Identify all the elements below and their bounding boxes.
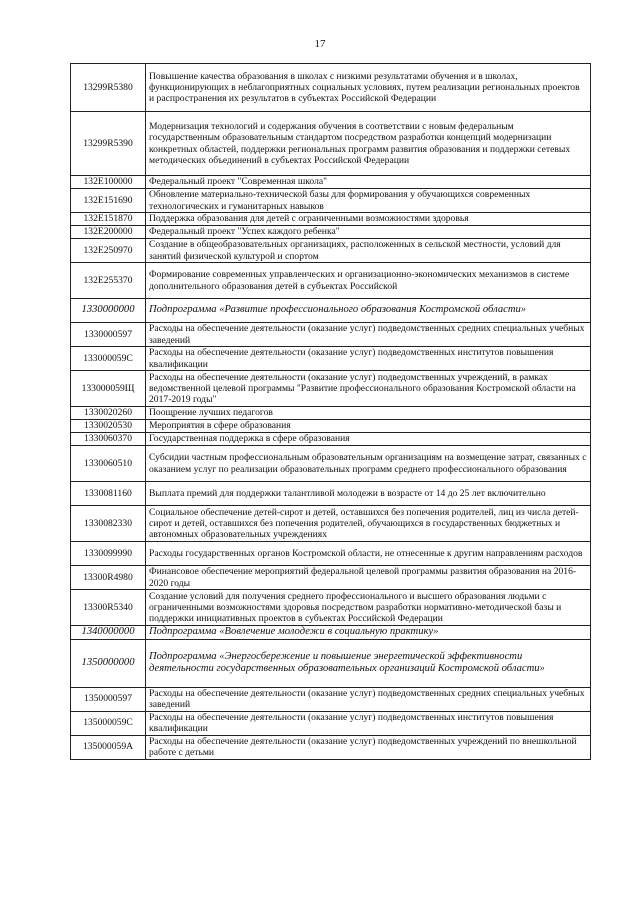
table-row	[71, 542, 591, 566]
code-cell: 13299R5390	[71, 112, 146, 176]
description-cell: Поощрение лучших педагогов	[146, 407, 591, 420]
table-row	[71, 735, 591, 759]
table-row	[71, 433, 591, 446]
description-cell: Создание условий для получения среднего профессионального и высшего образования людьми с ограниченными возможностями здоровья посредством разработки нормативно-методической базы и поддержки инициативных проектов в субъектах Российской Федерации	[146, 590, 591, 626]
table-row	[71, 506, 591, 542]
table-row	[71, 189, 591, 213]
description-cell: Расходы на обеспечение деятельности (оказание услуг) подведомственных институтов повышения квалификации	[146, 347, 591, 371]
table-row	[71, 711, 591, 735]
description-cell: Субсидии частным профессиональным образовательным организациям на возмещение затрат, связанных с оказанием услуг по реализации образовательных программ среднего профессионального образования	[146, 446, 591, 482]
description-cell: Создание в общеобразовательных организациях, расположенных в сельской местности, условий для занятий физической культурой и спортом	[146, 239, 591, 263]
description-cell: Расходы на обеспечение деятельности (оказание услуг) подведомственных учреждений по внешкольной работе с детьми	[146, 735, 591, 759]
description-cell: Подпрограмма «Энергосбережение и повышение энергетической эффективности деятельности государственных образовательных организаций Костромской области»	[146, 639, 591, 687]
table-row	[71, 323, 591, 347]
description-cell: Расходы на обеспечение деятельности (оказание услуг) подведомственных средних специальных учебных заведений	[146, 323, 591, 347]
code-cell: 1330060510	[71, 446, 146, 482]
description-cell: Финансовое обеспечение мероприятий федеральной целевой программы развития образования на 2016-2020 годы	[146, 566, 591, 590]
code-cell: 133000059Щ	[71, 371, 146, 407]
code-cell: 132E100000	[71, 176, 146, 189]
description-cell: Повышение качества образования в школах с низкими результатами обучения и в школах, функционирующих в неблагоприятных социальных условиях, путем реализации региональных проектов и распространения их результатов в субъектах Российской Федерации	[146, 64, 591, 112]
code-cell: 13299R5380	[71, 64, 146, 112]
subprogram-row	[71, 299, 591, 323]
description-cell: Федеральный проект "Успех каждого ребенка"	[146, 226, 591, 239]
code-cell: 1330099990	[71, 542, 146, 566]
code-cell: 13300R4980	[71, 566, 146, 590]
code-cell: 132E250970	[71, 239, 146, 263]
code-cell: 1330082330	[71, 506, 146, 542]
description-cell: Расходы государственных органов Костромской области, не отнесенные к другим направлениям расходов	[146, 542, 591, 566]
description-cell: Расходы на обеспечение деятельности (оказание услуг) подведомственных учреждений, в рамках ведомственной целевой программы "Развитие профессионального образования Костромской области на 2017-2019 годы"	[146, 371, 591, 407]
description-cell: Государственная поддержка в сфере образования	[146, 433, 591, 446]
table-row	[71, 482, 591, 506]
description-cell: Расходы на обеспечение деятельности (оказание услуг) подведомственных институтов повышения квалификации	[146, 711, 591, 735]
description-cell: Формирование современных управленческих и организационно-экономических механизмов в системе дополнительного образования детей в субъектах Российской	[146, 263, 591, 299]
table-row	[71, 446, 591, 482]
code-cell: 132E151690	[71, 189, 146, 213]
table-row	[71, 176, 591, 189]
table-row	[71, 226, 591, 239]
description-cell: Обновление материально-технической базы для формирования у обучающихся современных технологических и гуманитарных навыков	[146, 189, 591, 213]
table-row	[71, 371, 591, 407]
description-cell: Выплата премий для поддержки талантливой молодежи в возрасте от 14 до 25 лет включительно	[146, 482, 591, 506]
table-row	[71, 590, 591, 626]
code-cell: 132E151870	[71, 213, 146, 226]
description-cell: Подпрограмма «Вовлечение молодежи в социальную практику»	[146, 626, 591, 640]
code-cell: 1340000000	[71, 626, 146, 640]
code-cell: 1350000597	[71, 687, 146, 711]
table-body	[71, 64, 591, 760]
code-cell: 135000059С	[71, 711, 146, 735]
page-number: 17	[314, 38, 326, 50]
description-cell: Поддержка образования для детей с ограниченными возможностями здоровья	[146, 213, 591, 226]
code-cell: 132E255370	[71, 263, 146, 299]
table-row	[71, 64, 591, 112]
description-cell: Социальное обеспечение детей-сирот и детей, оставшихся без попечения родителей, лиц из числа детей-сирот и детей, оставшихся без попечения родителей, обучающихся в государственных бюджетных и автономных образовательных учреждениях	[146, 506, 591, 542]
table-row	[71, 420, 591, 433]
code-cell: 1330081160	[71, 482, 146, 506]
description-cell: Расходы на обеспечение деятельности (оказание услуг) подведомственных средних специальных учебных заведений	[146, 687, 591, 711]
table-row	[71, 213, 591, 226]
table-row	[71, 566, 591, 590]
code-cell: 1330020530	[71, 420, 146, 433]
code-cell: 1330060370	[71, 433, 146, 446]
description-cell: Подпрограмма «Развитие профессионального образования Костромской области»	[146, 299, 591, 323]
code-cell: 1330020260	[71, 407, 146, 420]
code-cell: 133000059С	[71, 347, 146, 371]
code-cell: 1330000597	[71, 323, 146, 347]
table-row	[71, 239, 591, 263]
code-cell: 135000059А	[71, 735, 146, 759]
table-row	[71, 407, 591, 420]
code-cell: 132E200000	[71, 226, 146, 239]
description-cell: Модернизация технологий и содержания обучения в соответствии с новым федеральным государственным образовательным стандартом посредством разработки концепций модернизации конкретных областей, поддержки региональных программ развития образования и поддержки сетевых методических объединений в субъектах Российской Федерации	[146, 112, 591, 176]
code-cell: 13300R5340	[71, 590, 146, 626]
description-cell: Мероприятия в сфере образования	[146, 420, 591, 433]
table-row	[71, 347, 591, 371]
code-cell: 1350000000	[71, 639, 146, 687]
subprogram-row	[71, 626, 591, 640]
subprogram-row	[71, 639, 591, 687]
code-cell: 1330000000	[71, 299, 146, 323]
table-row	[71, 263, 591, 299]
table-row	[71, 687, 591, 711]
table-row	[71, 112, 591, 176]
budget-codes-table	[70, 63, 591, 760]
description-cell: Федеральный проект "Современная школа"	[146, 176, 591, 189]
